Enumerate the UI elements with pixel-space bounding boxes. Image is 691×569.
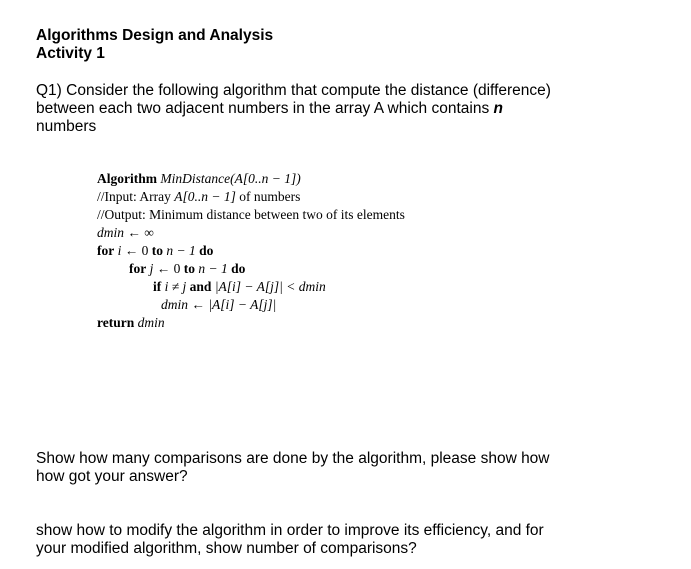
prompt-modify-line-1: show how to modify the algorithm in order to improve its efficiency, and for bbox=[36, 522, 544, 539]
loop-j-bound: n − 1 bbox=[195, 261, 232, 276]
for-keyword: for bbox=[129, 261, 147, 276]
return-keyword: return bbox=[97, 315, 135, 330]
if-keyword: if bbox=[153, 279, 162, 294]
algorithm-output-line: //Output: Minimum distance between two of its elements bbox=[97, 207, 405, 222]
question-line-3: numbers bbox=[36, 118, 97, 135]
init-assignment: ← ∞ bbox=[124, 225, 154, 240]
input-comment: //Input: Array bbox=[97, 189, 175, 204]
question-variable-n: n bbox=[493, 100, 503, 117]
algorithm-signature: MinDistance(A[0..n − 1]) bbox=[160, 171, 301, 186]
question-line-1: Q1) Consider the following algorithm that compute the distance (difference) bbox=[36, 82, 551, 99]
algorithm-assign-line bbox=[97, 296, 405, 314]
algorithm-input-line bbox=[97, 188, 405, 206]
input-suffix: of numbers bbox=[235, 189, 301, 204]
algorithm-if-line bbox=[97, 278, 405, 296]
algorithm-inner-loop bbox=[97, 260, 405, 278]
do-keyword: do bbox=[199, 243, 214, 258]
question-text bbox=[36, 82, 636, 136]
assign-variable: dmin bbox=[161, 297, 188, 312]
to-keyword: to bbox=[183, 261, 196, 276]
algorithm-signature-line bbox=[97, 170, 405, 188]
loop-var-j: j bbox=[149, 261, 154, 276]
course-title: Algorithms Design and Analysis bbox=[36, 27, 274, 44]
if-condition-2: |A[i] − A[j]| < dmin bbox=[214, 279, 326, 294]
do-keyword: do bbox=[231, 261, 246, 276]
question-line-2 bbox=[36, 100, 636, 118]
assign-expression: ← |A[i] − A[j]| bbox=[188, 297, 277, 312]
document-header bbox=[36, 27, 273, 63]
question-line-2-text: between each two adjacent numbers in the array A which contains bbox=[36, 100, 494, 117]
init-variable: dmin bbox=[97, 225, 124, 240]
prompt-comparisons-line-2: how got your answer? bbox=[36, 468, 188, 485]
prompt-modify-line-2: your modified algorithm, show number of comparisons? bbox=[36, 540, 417, 557]
if-condition-1: i ≠ j bbox=[164, 279, 187, 294]
input-array: A[0..n − 1] bbox=[174, 189, 236, 204]
to-keyword: to bbox=[151, 243, 164, 258]
loop-i-start: ← 0 bbox=[121, 243, 152, 258]
algorithm-outer-loop bbox=[97, 242, 405, 260]
activity-title: Activity 1 bbox=[36, 45, 105, 62]
algorithm-keyword: Algorithm bbox=[97, 171, 157, 186]
algorithm-init-line bbox=[97, 224, 405, 242]
loop-var-i: i bbox=[117, 243, 122, 258]
loop-i-bound: n − 1 bbox=[163, 243, 200, 258]
prompt-comparisons bbox=[36, 450, 636, 486]
algorithm-return-line bbox=[97, 314, 405, 332]
return-variable: dmin bbox=[137, 315, 165, 330]
prompt-modify bbox=[36, 522, 656, 558]
prompt-comparisons-line-1: Show how many comparisons are done by the algorithm, please show how bbox=[36, 450, 550, 467]
and-keyword: and bbox=[189, 279, 212, 294]
for-keyword: for bbox=[97, 243, 115, 258]
loop-j-start: ← 0 bbox=[153, 261, 184, 276]
algorithm-block bbox=[97, 170, 405, 332]
